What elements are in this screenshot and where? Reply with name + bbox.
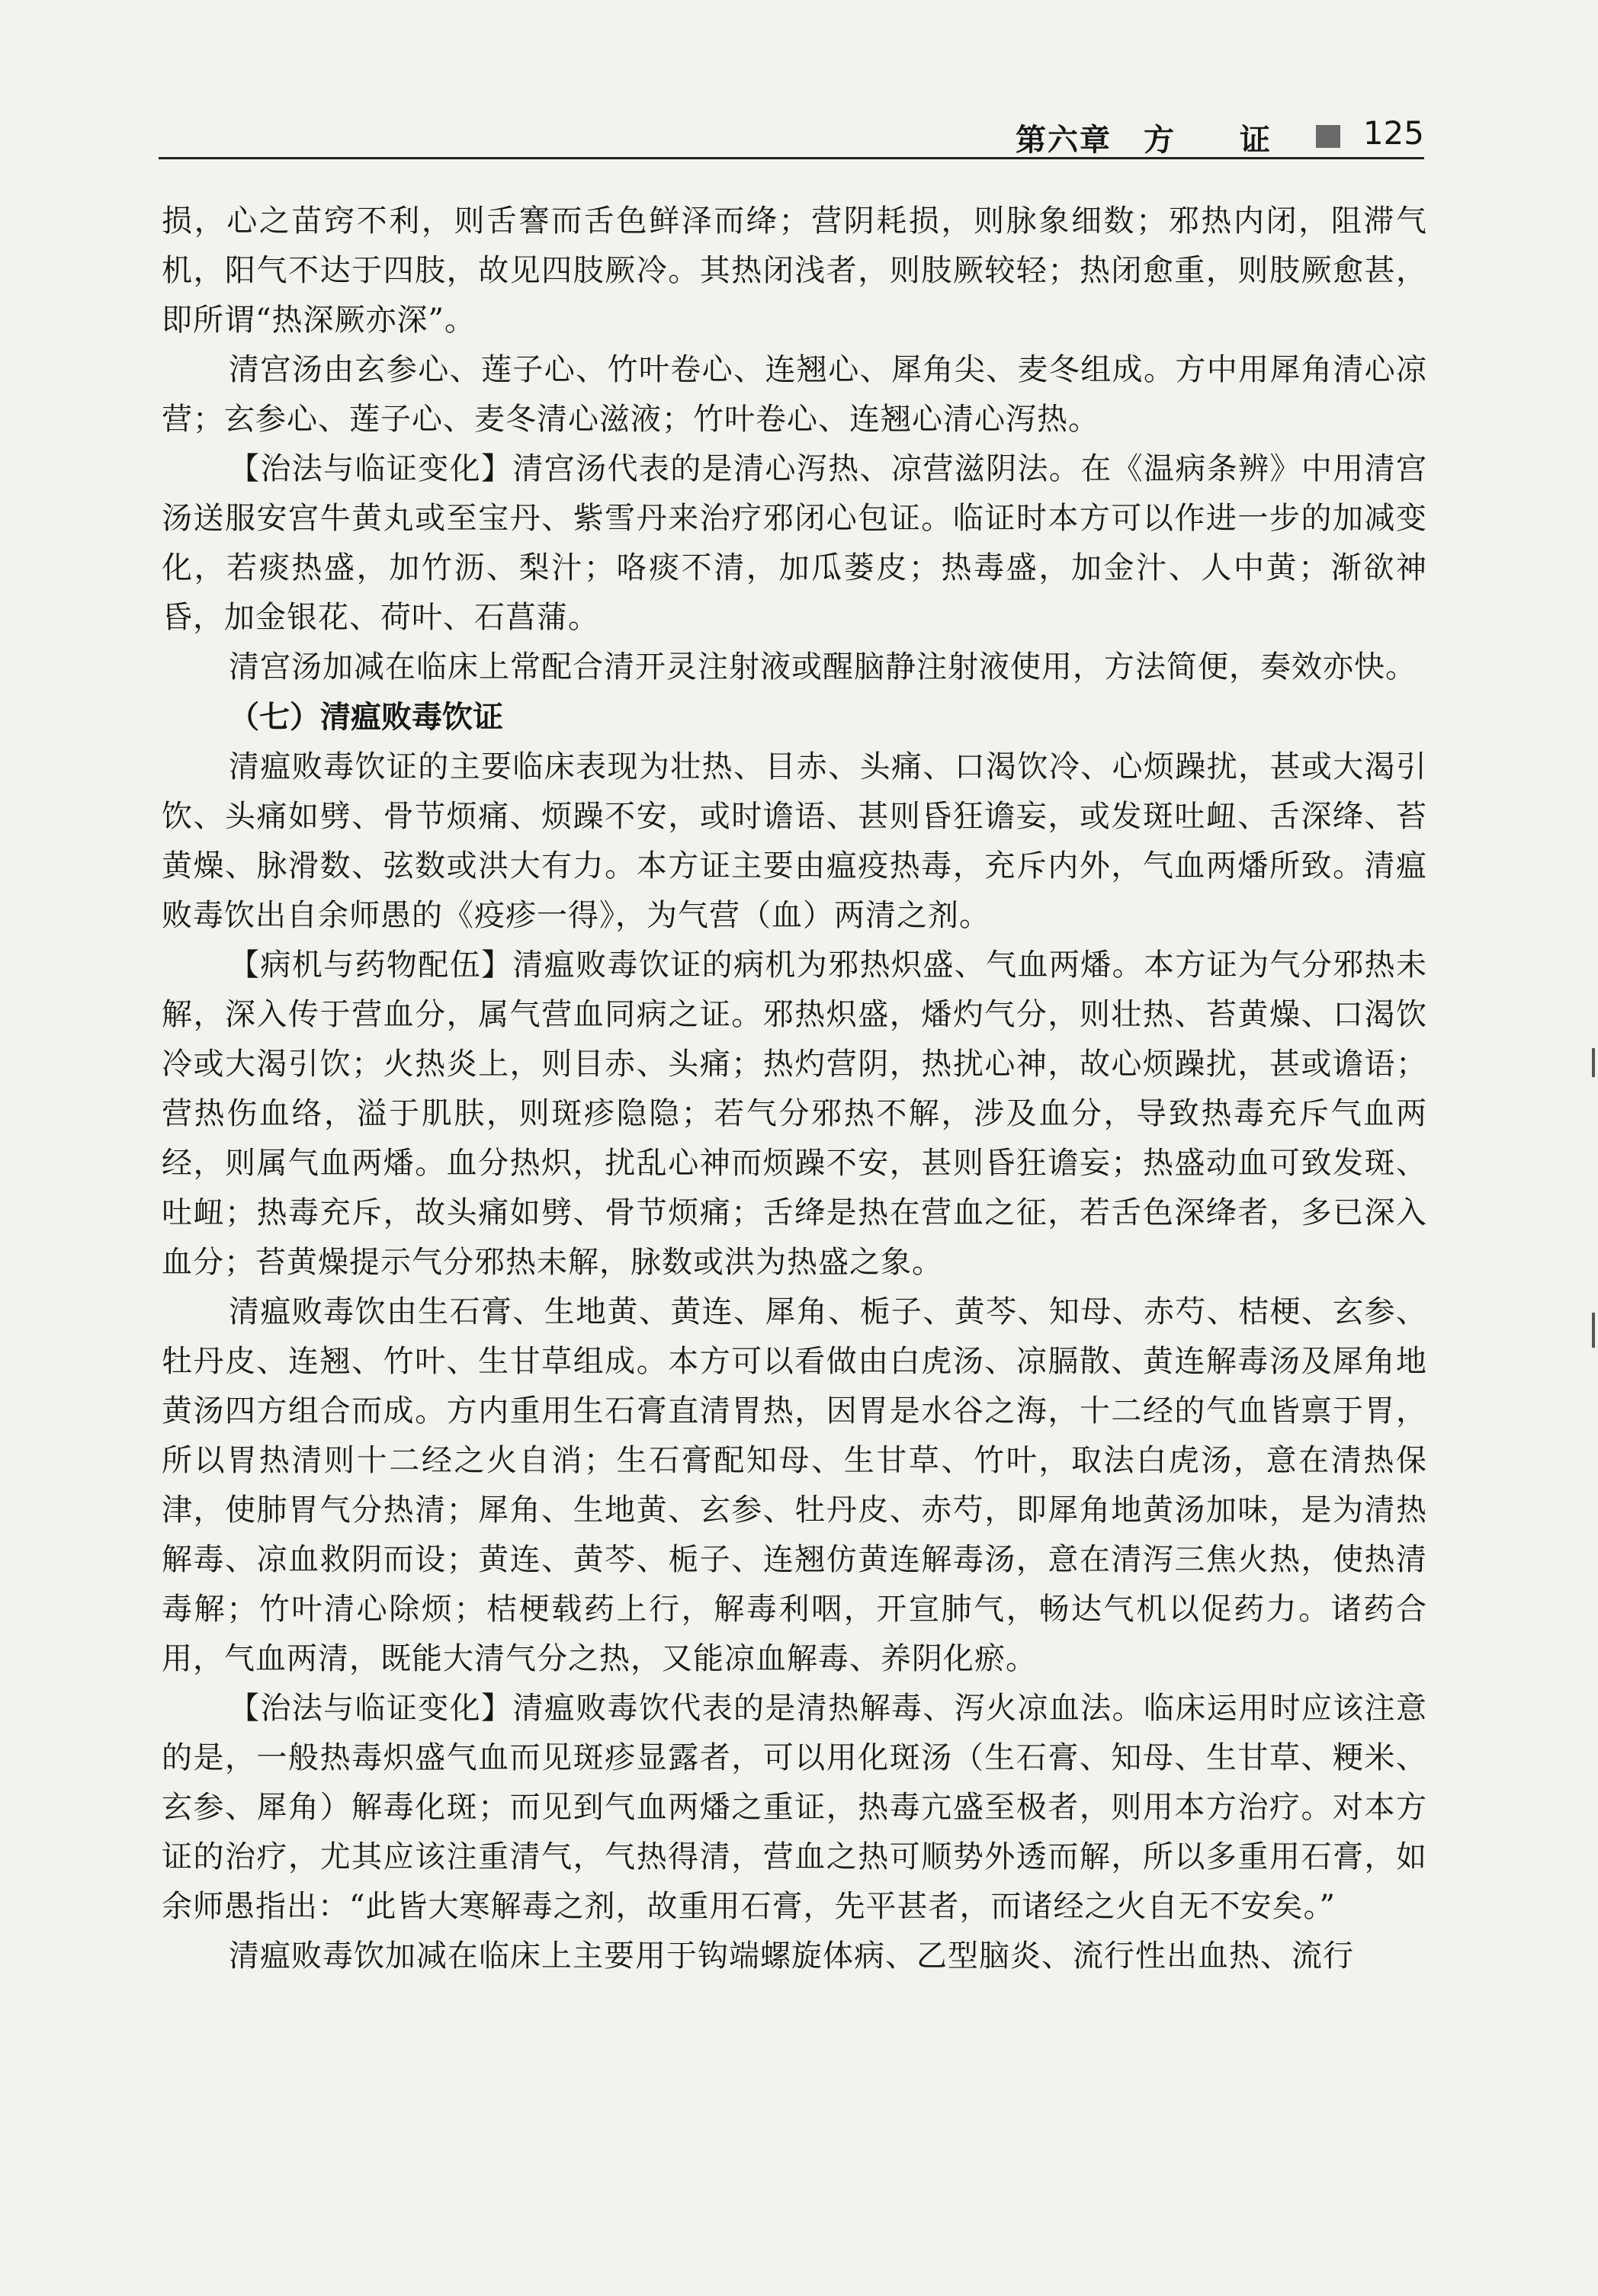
page-header xyxy=(159,114,1424,157)
section-heading: （七）清瘟败毒饮证 xyxy=(229,700,503,735)
page-number: 125 xyxy=(1362,114,1424,152)
paragraph-clinical-application: 清瘟败毒饮加减在临床上主要用于钩端螺旋体病、乙型脑炎、流行性出血热、流行 xyxy=(229,1938,1354,1974)
paragraph-clinical-use: 清宫汤加减在临床上常配合清开灵注射液或醒脑静注射液使用，方法简便，奏效亦快。 xyxy=(229,649,1417,685)
page-marker-icon xyxy=(1316,125,1340,148)
chapter-title: 第六章 方 证 xyxy=(1016,123,1272,158)
paragraph-main-symptoms: 清瘟败毒饮证的主要临床表现为壮热、目赤、头痛、口渴饮冷、心烦躁扰，甚或大渴引饮、头痛如劈、骨节烦痛、烦躁不安，或时谵语、甚则昏狂谵妄，或发斑吐衄、舌深绛、苔黄燥、脉滑数、弦数或洪大有力。本方证主要由瘟疫热毒，充斥内外，气血两燔所致。清瘟败毒饮出自余师愚的《疫疹一得》，为气营（血）两清之剂。 xyxy=(162,749,1427,933)
paragraph-treatment-variation-2: 【治法与临证变化】清瘟败毒饮代表的是清热解毒、泻火凉血法。临床运用时应该注意的是，一般热毒炽盛气血而见斑疹显露者，可以用化斑汤（生石膏、知母、生甘草、粳米、玄参、犀角）解毒化斑；而见到气血两燔之重证，热毒亢盛至极者，则用本方治疗。对本方证的治疗，尤其应该注重清气，气热得清，营血之热可顺势外透而解，所以多重用石膏，如余师愚指出：“此皆大寒解毒之剂，故重用石膏，先平甚者，而诸经之火自无不安矣。” xyxy=(162,1691,1427,1924)
subheading-tag: 【治法与临证变化】 xyxy=(229,451,513,486)
subheading-tag: 【病机与药物配伍】 xyxy=(229,948,513,983)
subheading-tag: 【治法与临证变化】 xyxy=(229,1691,513,1726)
paragraph-formula-composition: 清瘟败毒饮由生石膏、生地黄、黄连、犀角、栀子、黄芩、知母、赤芍、桔梗、玄参、牡丹皮、连翘、竹叶、生甘草组成。本方可以看做由白虎汤、凉膈散、黄连解毒汤及犀角地黄汤四方组合而成。方内重用生石膏直清胃热，因胃是水谷之海，十二经的气血皆禀于胃，所以胃热清则十二经之火自消；生石膏配知母、生甘草、竹叶，取法白虎汤，意在清热保津，使肺胃气分热清；犀角、生地黄、玄参、牡丹皮、赤芍，即犀角地黄汤加味，是为清热解毒、凉血救阴而设；黄连、黄芩、栀子、连翘仿黄连解毒汤，意在清泻三焦火热，使热清毒解；竹叶清心除烦；桔梗载药上行，解毒利咽，开宣肺气，畅达气机以促药力。诸药合用，气血两清，既能大清气分之热，又能凉血解毒、养阴化瘀。 xyxy=(162,1294,1427,1676)
page-body xyxy=(162,197,1427,1981)
scan-edge-mark xyxy=(1592,1048,1595,1077)
header-rule xyxy=(159,157,1424,159)
paragraph-qinggongtang-composition: 清宫汤由玄参心、莲子心、竹叶卷心、连翘心、犀角尖、麦冬组成。方中用犀角清心凉营；玄参心、莲子心、麦冬清心滋液；竹叶卷心、连翘心清心泻热。 xyxy=(162,352,1427,437)
paragraph-pathogenesis: 【病机与药物配伍】清瘟败毒饮证的病机为邪热炽盛、气血两燔。本方证为气分邪热未解，深入传于营血分，属气营血同病之证。邪热炽盛，燔灼气分，则壮热、苔黄燥、口渴饮冷或大渴引饮；火热炎上，则目赤、头痛；热灼营阴，热扰心神，故心烦躁扰，甚或谵语；营热伤血络，溢于肌肤，则斑疹隐隐；若气分邪热不解，涉及血分，导致热毒充斥气血两经，则属气血两燔。血分热炽，扰乱心神而烦躁不安，甚则昏狂谵妄；热盛动血可致发斑、吐衄；热毒充斥，故头痛如劈、骨节烦痛；舌绛是热在营血之征，若舌色深绛者，多已深入血分；苔黄燥提示气分邪热未解，脉数或洪为热盛之象。 xyxy=(162,948,1427,1280)
paragraph-treatment-variation: 【治法与临证变化】清宫汤代表的是清心泻热、凉营滋阴法。在《温病条辨》中用清宫汤送服安宫牛黄丸或至宝丹、紫雪丹来治疗邪闭心包证。临证时本方可以作进一步的加减变化，若痰热盛，加竹沥、梨汁；咯痰不清，加瓜蒌皮；热毒盛，加金汁、人中黄；渐欲神昏，加金银花、荷叶、石菖蒲。 xyxy=(162,451,1427,635)
paragraph-continuation: 损，心之苗窍不利，则舌謇而舌色鲜泽而绛；营阴耗损，则脉象细数；邪热内闭，阻滞气机，阳气不达于四肢，故见四肢厥冷。其热闭浅者，则肢厥较轻；热闭愈重，则肢厥愈甚，即所谓“热深厥亦深”。 xyxy=(162,204,1427,338)
scan-edge-mark xyxy=(1592,1313,1595,1348)
